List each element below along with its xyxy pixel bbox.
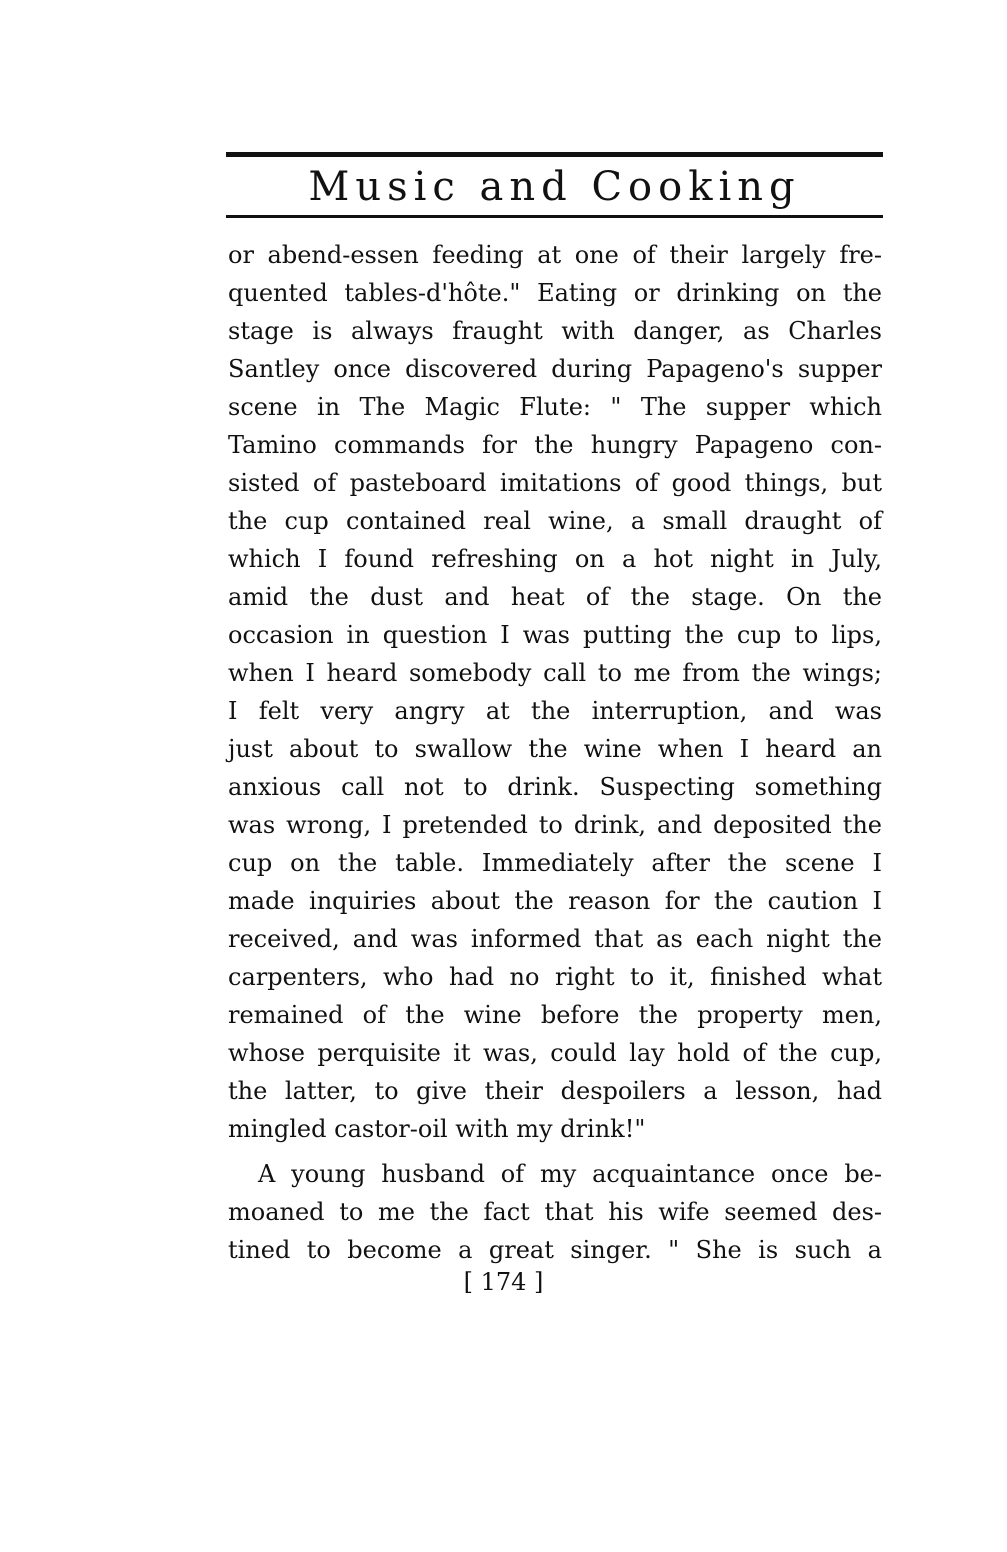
paragraph [228, 236, 882, 1148]
header-rule-top [226, 152, 883, 157]
body-text [228, 236, 882, 1269]
paragraph [228, 1155, 882, 1269]
text-line: scene in The Magic Flute: " The supper which [228, 393, 882, 421]
text-line: whose perquisite it was, could lay hold of the cup, [228, 1039, 882, 1067]
text-line: Santley once discovered during Papageno's supper [228, 355, 882, 383]
text-line: amid the dust and heat of the stage. On the [228, 583, 882, 611]
text-line: Tamino commands for the hungry Papageno con- [228, 431, 882, 459]
text-line: occasion in question I was putting the cup to lips, [228, 621, 882, 649]
text-line: anxious call not to drink. Suspecting something [228, 773, 882, 801]
text-line: tined to become a great singer. " She is such a [228, 1236, 882, 1264]
text-line: sisted of pasteboard imitations of good things, but [228, 469, 882, 497]
paragraph-gap [228, 1148, 882, 1155]
text-line: the latter, to give their despoilers a lesson, had [228, 1077, 882, 1105]
text-line: received, and was informed that as each night the [228, 925, 882, 953]
running-head: Music and Cooking [308, 164, 801, 210]
text-line: moaned to me the fact that his wife seemed des- [228, 1198, 882, 1226]
header-rule-bottom [226, 215, 883, 218]
text-line: when I heard somebody call to me from the wings; [228, 659, 882, 687]
text-line: was wrong, I pretended to drink, and deposited the [228, 811, 882, 839]
text-line: mingled castor-oil with my drink!" [228, 1115, 646, 1143]
text-line: the cup contained real wine, a small draught of [228, 507, 882, 535]
text-line: cup on the table. Immediately after the scene I [228, 849, 882, 877]
text-line: I felt very angry at the interruption, and was [228, 697, 882, 725]
text-line: or abend-essen feeding at one of their largely fre- [228, 241, 882, 269]
text-line: remained of the wine before the property men, [228, 1001, 882, 1029]
text-line: stage is always fraught with danger, as Charles [228, 317, 882, 345]
text-line: which I found refreshing on a hot night in July, [228, 545, 882, 573]
text-line: made inquiries about the reason for the caution I [228, 887, 882, 915]
text-line: carpenters, who had no right to it, finished what [228, 963, 882, 991]
text-line: A young husband of my acquaintance once be- [258, 1160, 882, 1188]
page-number: [ 174 ] [463, 1268, 544, 1296]
text-line: quented tables-d'hôte." Eating or drinking on the [228, 279, 882, 307]
text-line: just about to swallow the wine when I heard an [228, 735, 882, 763]
